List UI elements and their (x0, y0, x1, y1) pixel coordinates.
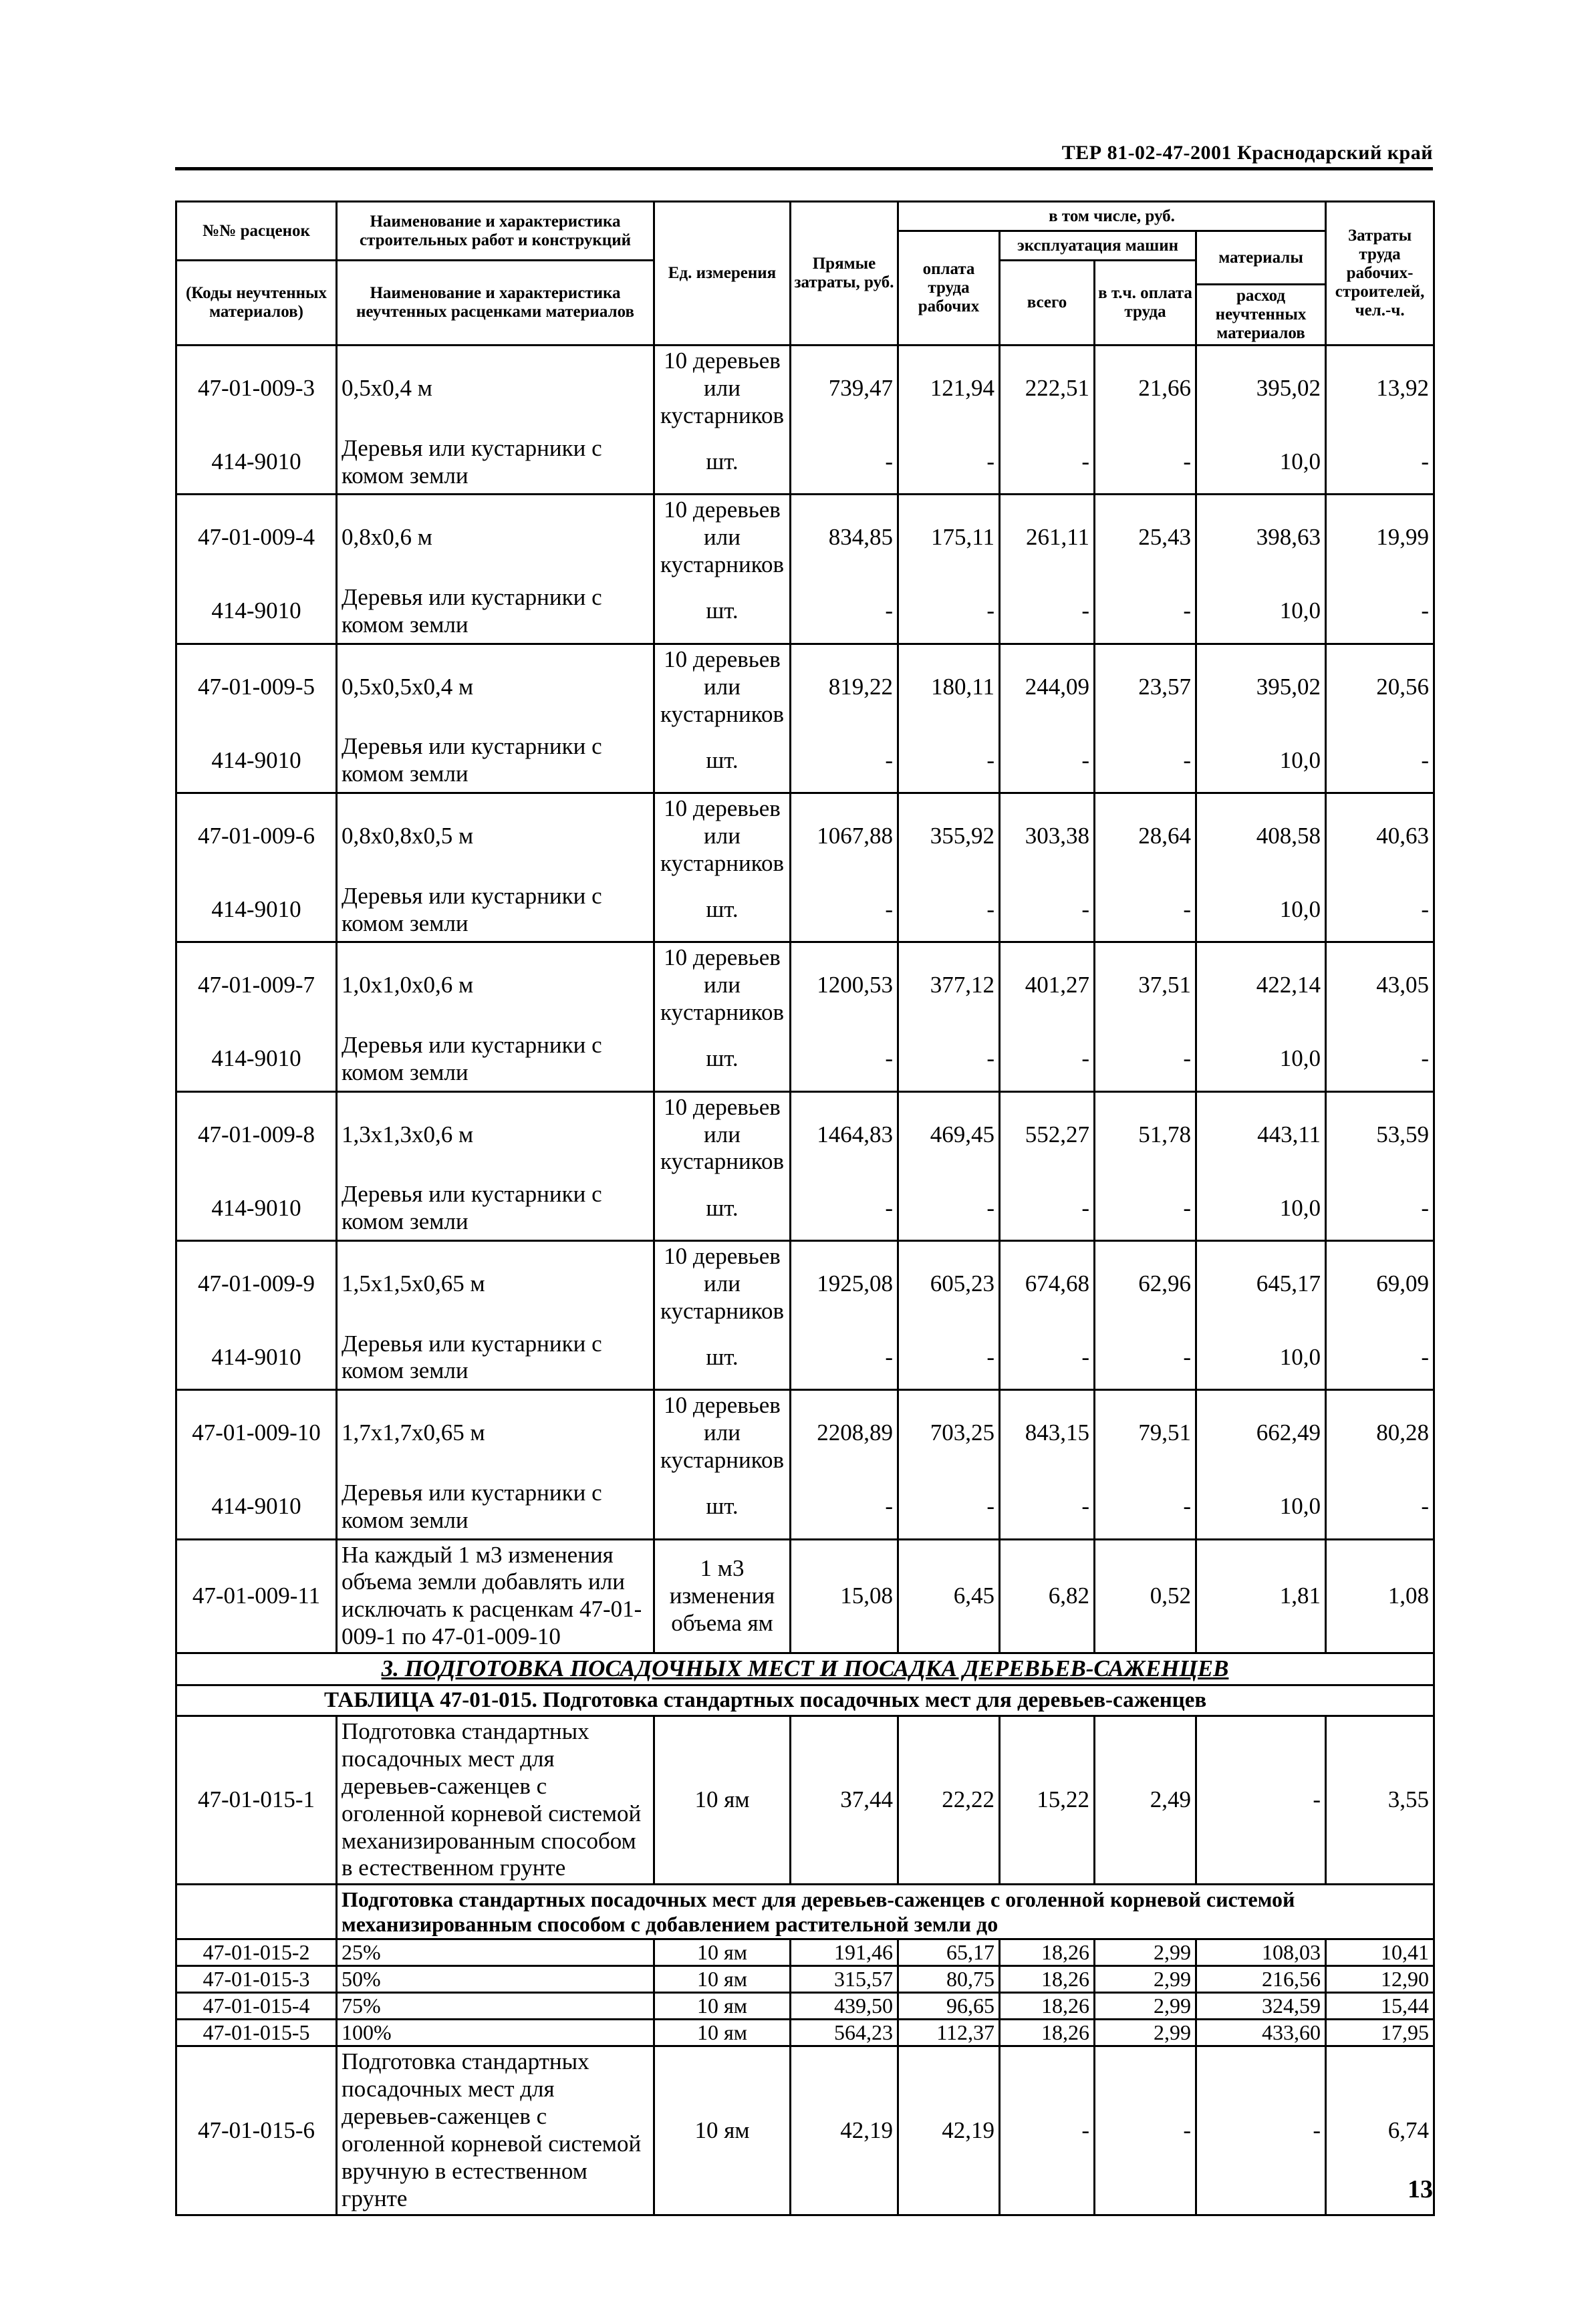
header-machines: эксплуатация машин (1000, 231, 1196, 261)
machines-labor: 25,43 (1095, 495, 1196, 580)
machines-total: 674,68 (1000, 1240, 1095, 1326)
table-row (176, 2020, 1434, 2046)
direct-costs: 1925,08 (791, 1240, 898, 1326)
materials: 395,02 (1196, 644, 1326, 729)
labor-pay-dash: - (898, 1177, 1000, 1240)
material-row (176, 1476, 1434, 1539)
machines-total: 303,38 (1000, 793, 1095, 878)
unit: 10 деревьев или кустарников (654, 1091, 791, 1177)
labor-costs: 20,56 (1326, 644, 1434, 729)
work-name: 0,5х0,5х0,4 м (337, 644, 654, 729)
material-code: 414-9010 (176, 580, 337, 644)
direct-costs: 191,46 (791, 1939, 898, 1966)
machines-labor: 2,99 (1095, 1993, 1196, 2020)
table-row (176, 1716, 1434, 1885)
header-name-bottom: Наименование и характеристика неучтенных расценками материалов (337, 261, 654, 346)
rate-code: 47-01-009-3 (176, 346, 337, 431)
labor-pay-dash: - (898, 1476, 1000, 1539)
machines-total: 552,27 (1000, 1091, 1095, 1177)
direct-costs: 1464,83 (791, 1091, 898, 1177)
table-row (176, 1091, 1434, 1177)
unit: 10 ям (654, 1716, 791, 1885)
group-heading: Подготовка стандартных посадочных мест для деревьев-саженцев с оголенной корневой системой механизированным способом с добавлением растительной земли до (337, 1885, 1434, 1939)
labor-costs: 6,74 (1326, 2046, 1434, 2215)
unit: 10 ям (654, 2046, 791, 2215)
material-name: Деревья или кустарники с комом земли (337, 1327, 654, 1390)
machines-labor: 0,52 (1095, 1539, 1196, 1653)
direct-costs: 1067,88 (791, 793, 898, 878)
material-row (176, 1177, 1434, 1240)
labor-costs: 10,41 (1326, 1939, 1434, 1966)
header-materials-sub: расход неучтенных материалов (1196, 285, 1326, 346)
header-rule (175, 167, 1433, 170)
header-labor-costs: Затраты труда рабочих-строителей, чел.-ч. (1326, 202, 1434, 346)
rate-code: 47-01-015-1 (176, 1716, 337, 1885)
labor-costs: 53,59 (1326, 1091, 1434, 1177)
machines-labor-dash: - (1095, 580, 1196, 644)
table-title-row (176, 1685, 1434, 1716)
machines-labor: 28,64 (1095, 793, 1196, 878)
machines-labor: 23,57 (1095, 644, 1196, 729)
labor-pay: 80,75 (898, 1966, 1000, 1993)
material-unit: шт. (654, 1177, 791, 1240)
material-quantity: 10,0 (1196, 729, 1326, 793)
direct-costs: 2208,89 (791, 1390, 898, 1476)
table-row (176, 1240, 1434, 1326)
materials: 443,11 (1196, 1091, 1326, 1177)
unit: 10 ям (654, 1966, 791, 1993)
table-row (176, 793, 1434, 878)
direct-costs: 42,19 (791, 2046, 898, 2215)
table-row (176, 2046, 1434, 2215)
table-row (176, 1993, 1434, 2020)
table-title: ТАБЛИЦА 47-01-015. Подготовка стандартных посадочных мест для деревьев-саженцев (176, 1685, 1434, 1716)
material-unit: шт. (654, 729, 791, 793)
labor-pay: 96,65 (898, 1993, 1000, 2020)
labor-costs-dash: - (1326, 1028, 1434, 1091)
header-labor-pay: оплата труда рабочих (898, 231, 1000, 346)
materials: 408,58 (1196, 793, 1326, 878)
work-name: 1,5х1,5х0,65 м (337, 1240, 654, 1326)
unit: 1 м3 изменения объема ям (654, 1539, 791, 1653)
machines-total-dash: - (1000, 1028, 1095, 1091)
unit: 10 деревьев или кустарников (654, 346, 791, 431)
material-quantity: 10,0 (1196, 580, 1326, 644)
machines-total-dash: - (1000, 1177, 1095, 1240)
direct-costs-dash: - (791, 1028, 898, 1091)
machines-labor-dash: - (1095, 879, 1196, 942)
labor-costs-dash: - (1326, 879, 1434, 942)
unit: 10 деревьев или кустарников (654, 1240, 791, 1326)
machines-total: 15,22 (1000, 1716, 1095, 1885)
machines-labor: 51,78 (1095, 1091, 1196, 1177)
direct-costs-dash: - (791, 1177, 898, 1240)
labor-pay: 180,11 (898, 644, 1000, 729)
work-name: 25% (337, 1939, 654, 1966)
materials: - (1196, 1716, 1326, 1885)
labor-pay: 121,94 (898, 346, 1000, 431)
material-row (176, 431, 1434, 495)
work-name: 0,5х0,4 м (337, 346, 654, 431)
labor-pay: 65,17 (898, 1939, 1000, 1966)
table-row (176, 1539, 1434, 1653)
material-name: Деревья или кустарники с комом земли (337, 1028, 654, 1091)
header-code-bottom: (Коды неучтенных материалов) (176, 261, 337, 346)
rate-code: 47-01-009-5 (176, 644, 337, 729)
labor-costs-dash: - (1326, 1327, 1434, 1390)
direct-costs-dash: - (791, 1327, 898, 1390)
material-unit: шт. (654, 431, 791, 495)
direct-costs: 819,22 (791, 644, 898, 729)
work-name: 0,8х0,8х0,5 м (337, 793, 654, 878)
rate-code: 47-01-009-4 (176, 495, 337, 580)
material-code: 414-9010 (176, 1476, 337, 1539)
material-name: Деревья или кустарники с комом земли (337, 580, 654, 644)
material-name: Деревья или кустарники с комом земли (337, 431, 654, 495)
materials: 422,14 (1196, 942, 1326, 1028)
machines-total: 6,82 (1000, 1539, 1095, 1653)
materials: 1,81 (1196, 1539, 1326, 1653)
unit: 10 ям (654, 2020, 791, 2046)
labor-pay: 377,12 (898, 942, 1000, 1028)
labor-costs: 3,55 (1326, 1716, 1434, 1885)
machines-labor: 2,99 (1095, 1966, 1196, 1993)
direct-costs: 834,85 (791, 495, 898, 580)
material-row (176, 879, 1434, 942)
rates-table (175, 200, 1435, 2216)
material-unit: шт. (654, 1028, 791, 1091)
labor-pay-dash: - (898, 879, 1000, 942)
labor-costs: 43,05 (1326, 942, 1434, 1028)
machines-labor: - (1095, 2046, 1196, 2215)
labor-costs: 15,44 (1326, 1993, 1434, 2020)
materials: 216,56 (1196, 1966, 1326, 1993)
material-row (176, 1028, 1434, 1091)
direct-costs: 739,47 (791, 346, 898, 431)
materials: 645,17 (1196, 1240, 1326, 1326)
direct-costs-dash: - (791, 580, 898, 644)
machines-total: 18,26 (1000, 1993, 1095, 2020)
material-row (176, 729, 1434, 793)
machines-labor-dash: - (1095, 729, 1196, 793)
labor-costs: 80,28 (1326, 1390, 1434, 1476)
materials: 395,02 (1196, 346, 1326, 431)
unit: 10 деревьев или кустарников (654, 495, 791, 580)
header-direct-costs: Прямые затраты, руб. (791, 202, 898, 346)
material-code: 414-9010 (176, 879, 337, 942)
section-title: 3. ПОДГОТОВКА ПОСАДОЧНЫХ МЕСТ И ПОСАДКА ДЕРЕВЬЕВ-САЖЕНЦЕВ (176, 1653, 1434, 1685)
page-number: 13 (1408, 2175, 1433, 2203)
rate-code: 47-01-015-2 (176, 1939, 337, 1966)
labor-costs-dash: - (1326, 1177, 1434, 1240)
machines-total: 261,11 (1000, 495, 1095, 580)
direct-costs-dash: - (791, 879, 898, 942)
labor-costs: 1,08 (1326, 1539, 1434, 1653)
machines-labor: 79,51 (1095, 1390, 1196, 1476)
labor-pay: 6,45 (898, 1539, 1000, 1653)
labor-pay-dash: - (898, 1028, 1000, 1091)
labor-costs: 12,90 (1326, 1966, 1434, 1993)
labor-costs-dash: - (1326, 1476, 1434, 1539)
rate-code: 47-01-009-6 (176, 793, 337, 878)
work-name: На каждый 1 м3 изменения объема земли добавлять или исключать к расценкам 47-01-009-1 по 47-01-009-10 (337, 1539, 654, 1653)
rate-code: 47-01-009-9 (176, 1240, 337, 1326)
header-including: в том числе, руб. (898, 202, 1326, 231)
machines-labor-dash: - (1095, 1476, 1196, 1539)
machines-total-dash: - (1000, 879, 1095, 942)
labor-pay: 175,11 (898, 495, 1000, 580)
machines-labor-dash: - (1095, 1177, 1196, 1240)
machines-labor-dash: - (1095, 1327, 1196, 1390)
unit: 10 деревьев или кустарников (654, 1390, 791, 1476)
labor-pay-dash: - (898, 729, 1000, 793)
group-heading-row (176, 1885, 1434, 1939)
material-quantity: 10,0 (1196, 1177, 1326, 1240)
work-name: 1,3х1,3х0,6 м (337, 1091, 654, 1177)
direct-costs: 15,08 (791, 1539, 898, 1653)
machines-total-dash: - (1000, 1476, 1095, 1539)
material-code: 414-9010 (176, 729, 337, 793)
unit: 10 деревьев или кустарников (654, 942, 791, 1028)
table-row (176, 495, 1434, 580)
machines-labor: 2,49 (1095, 1716, 1196, 1885)
labor-pay: 22,22 (898, 1716, 1000, 1885)
machines-labor: 62,96 (1095, 1240, 1196, 1326)
material-unit: шт. (654, 580, 791, 644)
work-name: 1,0х1,0х0,6 м (337, 942, 654, 1028)
header-unit: Ед. измерения (654, 202, 791, 346)
material-code: 414-9010 (176, 431, 337, 495)
header-code-top: №№ расценок (176, 202, 337, 261)
header-machines-labor: в т.ч. оплата труда (1095, 261, 1196, 346)
work-name: 0,8х0,6 м (337, 495, 654, 580)
machines-total-dash: - (1000, 729, 1095, 793)
materials: - (1196, 2046, 1326, 2215)
labor-costs: 13,92 (1326, 346, 1434, 431)
material-code: 414-9010 (176, 1028, 337, 1091)
labor-pay: 112,37 (898, 2020, 1000, 2046)
labor-costs-dash: - (1326, 580, 1434, 644)
materials: 398,63 (1196, 495, 1326, 580)
table-row (176, 346, 1434, 431)
material-quantity: 10,0 (1196, 1028, 1326, 1091)
rate-code: 47-01-009-10 (176, 1390, 337, 1476)
machines-total-dash: - (1000, 580, 1095, 644)
table-row (176, 1939, 1434, 1966)
machines-total: 843,15 (1000, 1390, 1095, 1476)
direct-costs-dash: - (791, 431, 898, 495)
material-name: Деревья или кустарники с комом земли (337, 1476, 654, 1539)
direct-costs: 564,23 (791, 2020, 898, 2046)
material-unit: шт. (654, 1476, 791, 1539)
header-machines-total: всего (1000, 261, 1095, 346)
direct-costs: 315,57 (791, 1966, 898, 1993)
unit: 10 деревьев или кустарников (654, 644, 791, 729)
machines-labor-dash: - (1095, 431, 1196, 495)
work-name: 1,7х1,7х0,65 м (337, 1390, 654, 1476)
labor-costs-dash: - (1326, 729, 1434, 793)
rate-code: 47-01-009-7 (176, 942, 337, 1028)
direct-costs-dash: - (791, 1476, 898, 1539)
rate-code: 47-01-009-11 (176, 1539, 337, 1653)
material-row (176, 580, 1434, 644)
machines-labor: 21,66 (1095, 346, 1196, 431)
labor-costs: 69,09 (1326, 1240, 1434, 1326)
section-heading-row (176, 1653, 1434, 1685)
machines-total-dash: - (1000, 431, 1095, 495)
rate-code: 47-01-015-6 (176, 2046, 337, 2215)
compact-rows (176, 1939, 1434, 2046)
machines-total: 244,09 (1000, 644, 1095, 729)
material-code: 414-9010 (176, 1327, 337, 1390)
machines-total: 18,26 (1000, 1966, 1095, 1993)
direct-costs-dash: - (791, 729, 898, 793)
rate-code: 47-01-015-5 (176, 2020, 337, 2046)
labor-pay: 703,25 (898, 1390, 1000, 1476)
material-name: Деревья или кустарники с комом земли (337, 1177, 654, 1240)
running-header: ТЕР 81-02-47-2001 Краснодарский край (1061, 142, 1433, 164)
machines-labor: 37,51 (1095, 942, 1196, 1028)
machines-labor: 2,99 (1095, 2020, 1196, 2046)
labor-pay: 355,92 (898, 793, 1000, 878)
work-name: 50% (337, 1966, 654, 1993)
table-row (176, 644, 1434, 729)
materials: 108,03 (1196, 1939, 1326, 1966)
labor-pay-dash: - (898, 1327, 1000, 1390)
rate-code: 47-01-009-8 (176, 1091, 337, 1177)
material-quantity: 10,0 (1196, 1327, 1326, 1390)
machines-total: - (1000, 2046, 1095, 2215)
machines-labor: 2,99 (1095, 1939, 1196, 1966)
unit: 10 деревьев или кустарников (654, 793, 791, 878)
labor-costs: 40,63 (1326, 793, 1434, 878)
unit: 10 ям (654, 1939, 791, 1966)
machines-total: 18,26 (1000, 2020, 1095, 2046)
price-blocks (176, 346, 1434, 1540)
material-row (176, 1327, 1434, 1390)
header-name-top: Наименование и характеристика строительных работ и конструкций (337, 202, 654, 261)
table-row (176, 1966, 1434, 1993)
rate-code: 47-01-015-3 (176, 1966, 337, 1993)
direct-costs: 439,50 (791, 1993, 898, 2020)
work-name: Подготовка стандартных посадочных мест для деревьев-саженцев с оголенной корневой системой механизированным способом в естественном грунте (337, 1716, 654, 1885)
labor-pay: 469,45 (898, 1091, 1000, 1177)
material-quantity: 10,0 (1196, 1476, 1326, 1539)
labor-pay: 42,19 (898, 2046, 1000, 2215)
rate-code: 47-01-015-4 (176, 1993, 337, 2020)
direct-costs: 1200,53 (791, 942, 898, 1028)
group-code-empty (176, 1885, 337, 1939)
labor-pay-dash: - (898, 431, 1000, 495)
machines-total: 401,27 (1000, 942, 1095, 1028)
materials: 324,59 (1196, 1993, 1326, 2020)
labor-pay-dash: - (898, 580, 1000, 644)
material-quantity: 10,0 (1196, 431, 1326, 495)
material-name: Деревья или кустарники с комом земли (337, 729, 654, 793)
material-unit: шт. (654, 879, 791, 942)
labor-costs: 19,99 (1326, 495, 1434, 580)
work-name: 75% (337, 1993, 654, 2020)
materials: 433,60 (1196, 2020, 1326, 2046)
material-unit: шт. (654, 1327, 791, 1390)
work-name: Подготовка стандартных посадочных мест для деревьев-саженцев с оголенной корневой системой вручную в естественном грунте (337, 2046, 654, 2215)
machines-total: 18,26 (1000, 1939, 1095, 1966)
machines-total-dash: - (1000, 1327, 1095, 1390)
labor-pay: 605,23 (898, 1240, 1000, 1326)
materials: 662,49 (1196, 1390, 1326, 1476)
material-quantity: 10,0 (1196, 879, 1326, 942)
labor-costs-dash: - (1326, 431, 1434, 495)
machines-total: 222,51 (1000, 346, 1095, 431)
work-name: 100% (337, 2020, 654, 2046)
table-row (176, 942, 1434, 1028)
material-name: Деревья или кустарники с комом земли (337, 879, 654, 942)
table-row (176, 1390, 1434, 1476)
machines-labor-dash: - (1095, 1028, 1196, 1091)
header-materials: материалы (1196, 231, 1326, 285)
material-code: 414-9010 (176, 1177, 337, 1240)
direct-costs: 37,44 (791, 1716, 898, 1885)
unit: 10 ям (654, 1993, 791, 2020)
labor-costs: 17,95 (1326, 2020, 1434, 2046)
